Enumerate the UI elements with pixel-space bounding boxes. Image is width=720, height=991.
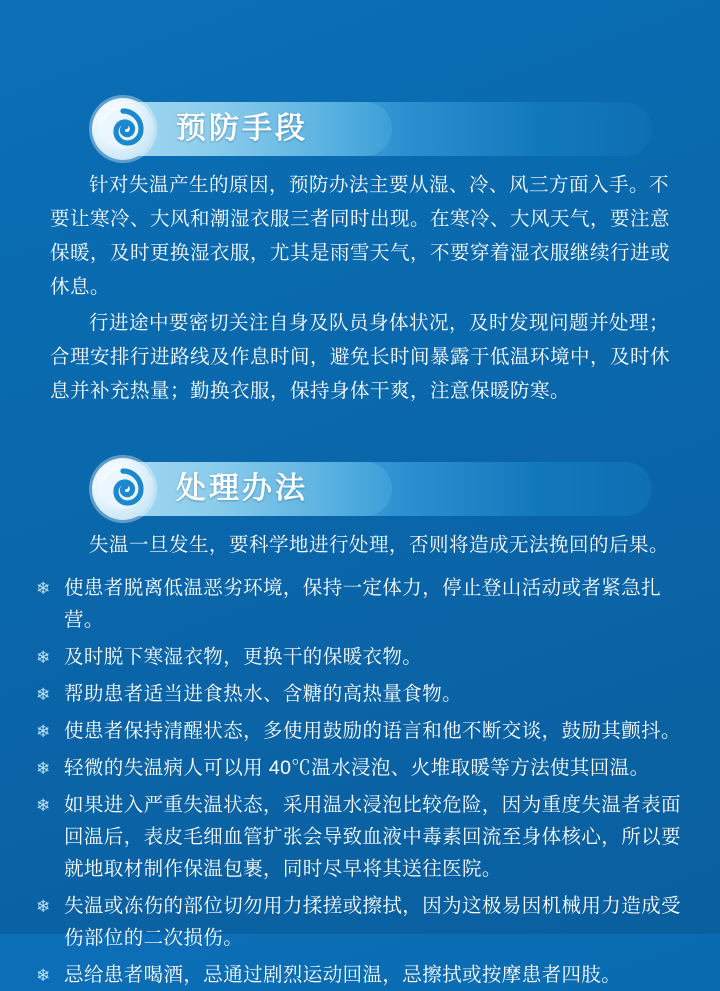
spiral-icon bbox=[92, 98, 154, 160]
paragraph: 失温一旦发生，要科学地进行处理，否则将造成无法挽回的后果。 bbox=[89, 534, 670, 556]
section-treatment bbox=[36, 458, 684, 991]
list-item-label: 使患者保持清醒状态，多使用鼓励的语言和他不断交谈，鼓励其颤抖。 bbox=[64, 720, 681, 742]
paragraph: 行进途中要密切关注自身及队员身体状况，及时发现问题并处理；合理安排行进路线及作息时间，避免长时间暴露于低温环境中，及时休息并补充热量；勤换衣服，保持身体干爽，注意保暖防寒。 bbox=[50, 312, 671, 402]
list-item-label: 帮助患者适当进食热水、含糖的高热量食物。 bbox=[64, 683, 463, 705]
list-item bbox=[36, 789, 684, 885]
section-header-prevention bbox=[36, 98, 684, 160]
section-header-treatment bbox=[36, 458, 684, 520]
snowflake-icon: ❄ bbox=[36, 897, 51, 916]
spiral-icon bbox=[92, 458, 154, 520]
snowflake-icon: ❄ bbox=[36, 966, 51, 985]
snowflake-icon: ❄ bbox=[36, 759, 51, 778]
list-item bbox=[36, 959, 684, 991]
list-item bbox=[36, 890, 684, 954]
list-item-label: 及时脱下寒湿衣物，更换干的保暖衣物。 bbox=[64, 646, 423, 668]
treatment-list bbox=[36, 572, 684, 991]
section-title-prevention: 预防手段 bbox=[176, 112, 308, 145]
list-item bbox=[36, 678, 684, 710]
paragraph: 针对失温产生的原因，预防办法主要从湿、冷、风三方面入手。不要让寒冷、大风和潮湿衣服三者同时出现。在寒冷、大风天气，要注意保暖，及时更换湿衣服，尤其是雨雪天气，不要穿着湿衣服继续行进或休息。 bbox=[50, 174, 671, 298]
snowflake-icon: ❄ bbox=[36, 579, 51, 598]
list-item bbox=[36, 641, 684, 673]
list-item bbox=[36, 715, 684, 747]
section-title-treatment: 处理办法 bbox=[176, 472, 308, 505]
list-item bbox=[36, 752, 684, 784]
section-prevention bbox=[36, 98, 684, 408]
snowflake-icon: ❄ bbox=[36, 685, 51, 704]
list-item-label: 失温或冻伤的部位切勿用力揉搓或擦拭，因为这极易因机械用力造成受伤部位的二次损伤。 bbox=[64, 895, 681, 949]
snowflake-icon: ❄ bbox=[36, 796, 51, 815]
list-item-label: 忌给患者喝酒，忌通过剧烈运动回温，忌擦拭或按摩患者四肢。 bbox=[64, 964, 622, 986]
list-item-label: 轻微的失温病人可以用 40℃温水浸泡、火堆取暖等方法使其回温。 bbox=[64, 757, 650, 779]
list-item bbox=[36, 572, 684, 636]
list-item-label: 如果进入严重失温状态，采用温水浸泡比较危险，因为重度失温者表面回温后，表皮毛细血管扩张会导致血液中毒素回流至身体核心，所以要就地取材制作保温包裹，同时尽早将其送往医院。 bbox=[64, 794, 681, 880]
snowflake-icon: ❄ bbox=[36, 722, 51, 741]
list-item-label: 使患者脱离低温恶劣环境，保持一定体力，停止登山活动或者紧急扎营。 bbox=[64, 577, 662, 631]
snowflake-icon: ❄ bbox=[36, 648, 51, 667]
